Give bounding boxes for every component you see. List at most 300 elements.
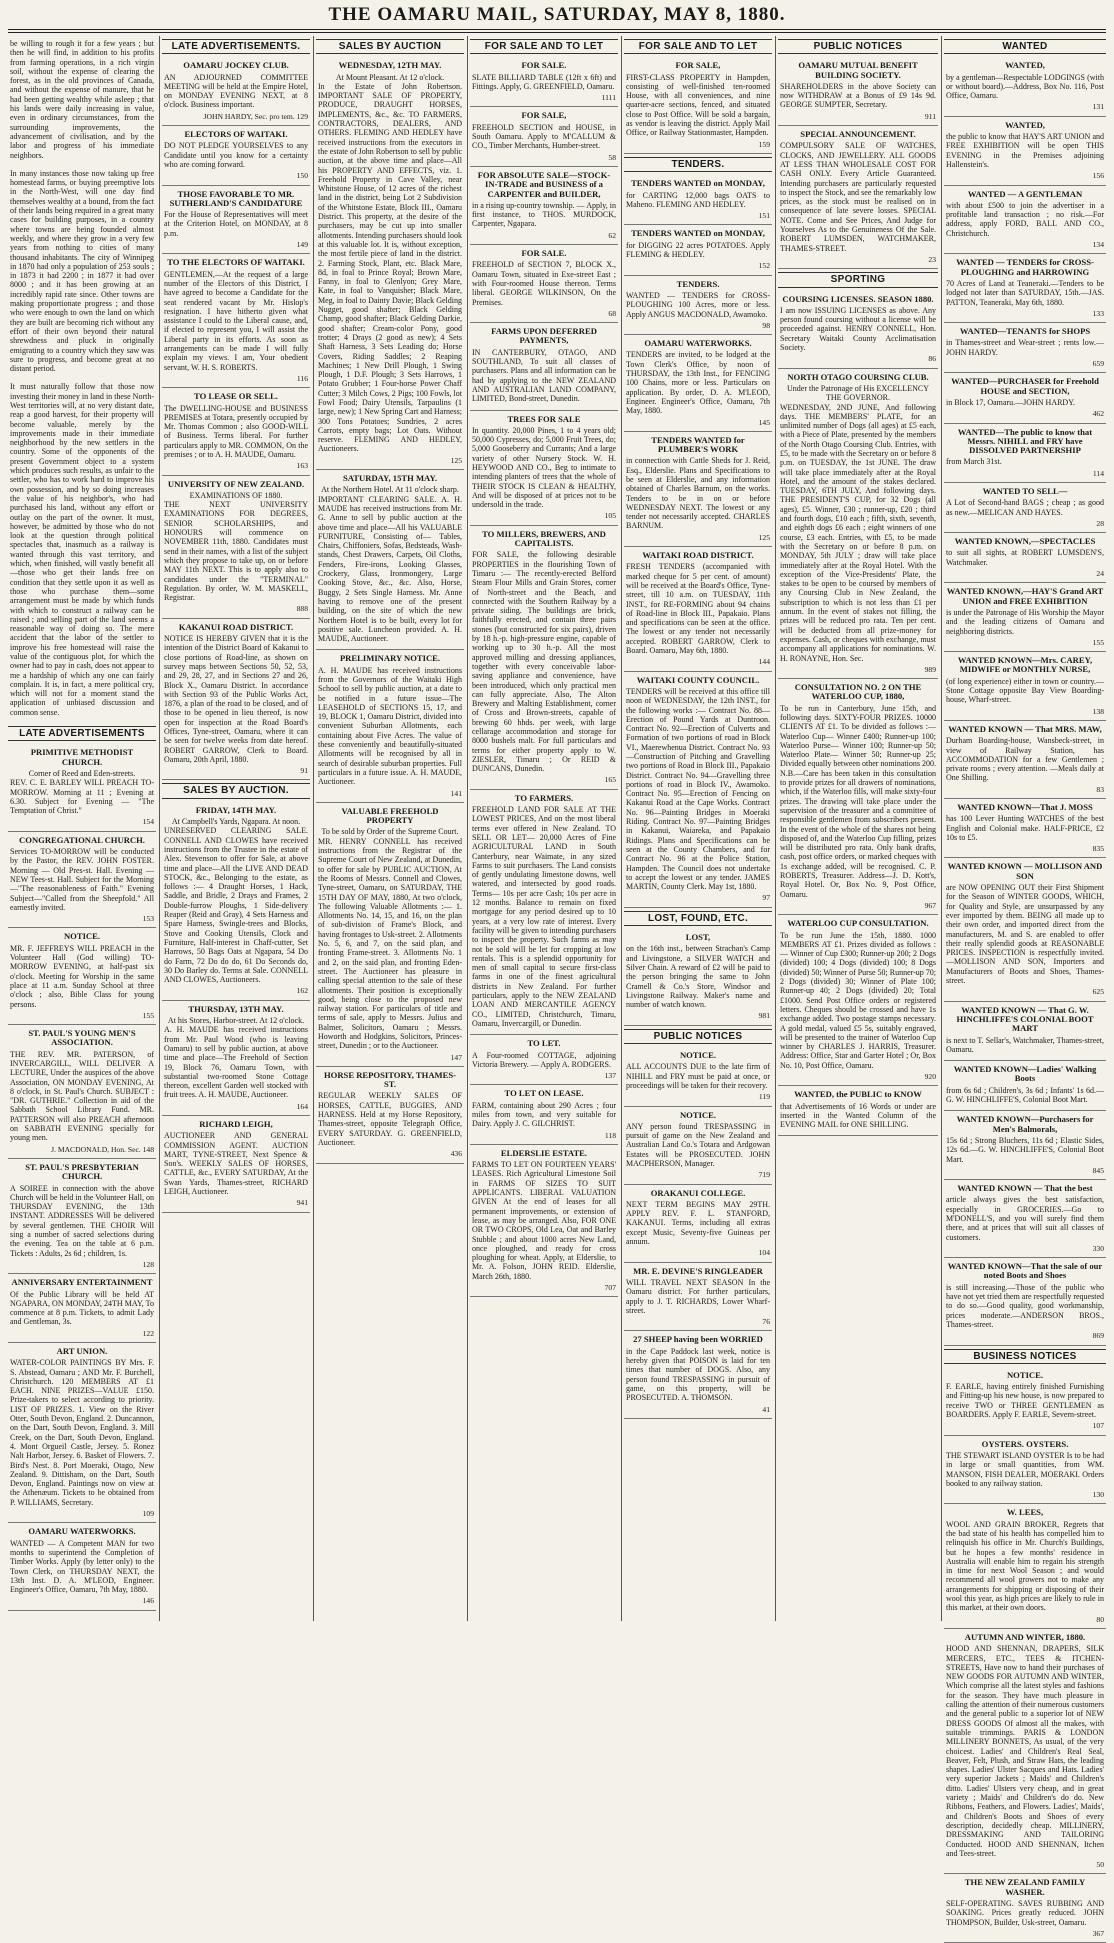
- section-heading: LATE ADVERTISEMENTS.: [162, 39, 310, 54]
- advertisement: [8, 744, 156, 831]
- ad-body: WILL TRAVEL NEXT SEASON In the Oamaru district. For further particulars, apply to J. T. RICHARDS, Lower Wharf-street.: [626, 1277, 770, 1315]
- ad-subheading: At Mount Pleasant. At 12 o'clock.: [335, 72, 445, 82]
- ad-body: FREEHOLD SECTION and HOUSE, in South Oamaru. Apply to M'CALLUM & CO., Timber Merchants, Humber-street.: [472, 122, 616, 151]
- ad-reference-number: 152: [758, 261, 770, 271]
- ad-reference-number: 888: [296, 604, 308, 614]
- ad-body: that Advertisements of 16 Words or under are inserted in the Wanted Column of the EVENING MAIL for ONE SHILLING.: [780, 1101, 936, 1130]
- column-separator: [313, 36, 314, 1621]
- advertisement: [944, 483, 1106, 533]
- advertisement: [944, 1061, 1106, 1111]
- ad-heading: PRELIMINARY NOTICE.: [339, 653, 441, 664]
- ad-reference-number: 330: [1092, 1243, 1104, 1253]
- ad-body: GENTLEMEN,—At the request of a large number of the Electors of this District, I have agreed to become a Candidate for the seat rendered vacant by Mr. Hislop's resignation. I have hitherto given what assistance I could to the Liberal cause, and, if elected to represent you, I will assist the Liberal party in its efforts. As soon as arrangements can be made I will fully explain my views. I am, Your obedient servant, W. H. S. ROBERTS.: [164, 269, 308, 372]
- ad-heading: SPECIAL ANNOUNCEMENT.: [800, 129, 916, 140]
- advertisement: [944, 1111, 1106, 1180]
- ad-reference-number: 118: [604, 1130, 616, 1140]
- advertisement: [944, 1436, 1106, 1505]
- advertisement: [316, 470, 464, 650]
- ad-heading: WANTED KNOWN—That J. MOSS: [957, 802, 1093, 812]
- ad-reference-number: 159: [758, 139, 770, 149]
- ad-heading: KAKANUI ROAD DISTRICT.: [178, 621, 294, 632]
- ad-reference-number: 97: [762, 893, 770, 903]
- ad-body: SHAREHOLDERS in the above Society can now WITHDRAW at a Bonus of £9 14s 9d. GEORGE SUMPTER, Secretary.: [780, 81, 936, 110]
- ad-body: UNRESERVED CLEARING SALE. CONNELL AND CLOWES have received instructions from the Trustee in the estate of Alex. Stevenson to offer for Sale, at above time and place—All the LIVE AND DEAD STOCK, &c., Belonging to the estate, as follows :— 4 Draught Horses, 1 Hack, Saddle, and Bridle, 2 Drays and Frames, 2 Double-furrow Ploughs, 1 Side-delivery Reaper (Reid and Gray), 4 Sets Harness and Spare Harness, Swingle-trees and Blocks, Stove and Cooking Utensils, Clock and Furniture, Half-interest in Chaff-cutter, Set Harrows, 50 Bags Oats at Ngapara, 54 Do do Farm, 72 Do do do, 61 Do Seconds do, 30 Do Barley do. Terms at Sale. CONNELL AND CLOWES, Auctioneers.: [164, 826, 308, 985]
- ad-heading: PRIMITIVE METHODIST CHURCH.: [30, 747, 134, 767]
- column-7: [944, 36, 1106, 1938]
- ad-heading: WANTED,: [1005, 60, 1045, 71]
- section-heading: TENDERS.: [624, 157, 772, 172]
- ad-heading: LOST,: [685, 932, 711, 943]
- ad-body: A Lot of Second-hand BAGS ; cheap ; as good as new.—MELICAN AND HAYES.: [946, 498, 1104, 517]
- ad-body: REV. C. E. BARLEY WILL PREACH TO-MORROW. Morning at 11 ; Evening at 6.30. Subject for Evening — "The Temptation of Christ.": [10, 778, 154, 816]
- ad-reference-number: J. MACDONALD, Hon. Sec. 148: [51, 1144, 154, 1154]
- ad-body: 70 Acres of Land at Teaneraki.—Tenders to be lodged not later than SATURDAY, 15th.—JAS. PATTON, Teaneraki, May 6th, 1880.: [946, 278, 1104, 307]
- ad-heading: OYSTERS. OYSTERS.: [981, 1438, 1069, 1449]
- ad-body: ALL ACCOUNTS DUE to the late firm of NIHILL and FRY must be paid at once, or proceedings will be taken for their recovery.: [626, 1062, 770, 1090]
- ad-reference-number: 156: [1092, 171, 1104, 181]
- ad-heading: WANTED KNOWN — That the best: [957, 1183, 1093, 1194]
- ad-reference-number: 138: [1092, 706, 1104, 716]
- advertisement: [316, 803, 464, 1067]
- advertisement: [944, 1180, 1106, 1258]
- section-heading: FOR SALE AND TO LET: [470, 39, 618, 54]
- advertisement: [944, 533, 1106, 583]
- ad-heading: OAMARU JOCKEY CLUB.: [183, 60, 289, 71]
- ad-reference-number: 911: [924, 111, 936, 121]
- ad-reference-number: 114: [1092, 468, 1104, 478]
- ad-heading: FOR SALE.: [521, 248, 567, 259]
- ad-reference-number: 835: [1092, 844, 1104, 854]
- ad-body: FRESH TENDERS (accompanied with marked cheque for 5 per cent. of amount) will be received at the Board's Office, Tyne-street, till 10 a.m. on TUESDAY, 11th INST., for RE-FORMING about 94 chains of Road-line in Block III., Papakaio. Plans and specifications can be seen at the office. The lowest or any tender not necessarily accepted. ROBERT GARROW, Clerk to Board. Oamaru, May 6th, 1880.: [626, 562, 770, 656]
- advertisement: [778, 369, 938, 680]
- ad-body: AN ADJOURNED COMMITTEE MEETING will be held at the Empire Hotel, on MONDAY EVENING NEXT, at 8 o'clock. Business important.: [164, 72, 308, 110]
- ad-body: COMPULSORY SALE OF WATCHES, CLOCKS, AND JEWELLERY. ALL GOODS AT LESS THAN WHOLESALE COST FOR CASH ONLY. Every Article Guaranteed. Intending purchasers are particularly requested to inspect the Stock, and see the remarkably low prices, as the stock must be realised on in consequence of late severe losses. SPECIAL NOTE. Come and See Prices, And Judge for Yourselves As to the Genuineness Of the Sale. ROBERT LUMSDEN, WATCHMAKER, THAMES-STREET.: [780, 141, 936, 253]
- ad-body: for DIGGING 22 acres POTATOES. Apply FLEMING & HEDLEY.: [626, 240, 770, 260]
- column-separator: [941, 36, 942, 1621]
- ad-body: HOOD AND SHENNAN, DRAPERS, SILK MERCERS, ETC., TEES & ITCHEN-STREETS, Have now to hand their purchases of NEW GOODS FOR AUTUMN AND WINTER, Which comprise all the latest styles and fashions for the season. They have much pleasure in calling the attention of their numerous customers and the general public to a superior lot of NEW DRESS GOODS Of almost all the makes, with suitable trimmings. PARIS & LONDON MILLINERY BONNETS, As usual, of the very choicest. Ladies' and Children's Real Seal, Beaver, Felt, Plush, and Straw Hats, the leading shapes. Ladies' Ulster Sacques and Hats. Ladies' very superior Jackets ; Maids' and Children's ditto. Ladies' Ulsters very cheap, and in great variety ; Maids' and Children's do do. New Ribbons, Feathers, and Flowers. Ladies', Maids', and Children's Boots and Shoes of every description, decidedly cheap. MILLINERY, DRESSMAKING AND TAILORING Conducted. HOOD AND SHENNAN, Itchen and Tees-street.: [946, 1644, 1104, 1858]
- advertisement: [8, 1274, 156, 1343]
- ad-reference-number: 125: [450, 455, 462, 465]
- ad-reference-number: 131: [1092, 102, 1104, 112]
- article-paragraph: [8, 166, 156, 380]
- ad-body: FOR SALE, the following desirable PROPERTIES in the flourishing Town of Timaru :— The recently-erected Belford Steam Flour Mills and Grain Stores, corner of North-street and the Beach, and connected with the Southern Railway by a private siding. The buildings are brick, faithfully erected, and contain three pairs stones (but constructed for six pairs), driven by 18 h.-p. high-pressure engine, capable of working up to 30 h.-p. All the most approved milling and dressing appliances, together with every conceivable labor-saving appliance and convenience, have been introduced, which only practical men can fully appreciate. Also, The Alton Brewery and Malting Establishment, corner of Cross and Brown-streets, capable of brewing 60 hhds. per week, with large cellarage accommodation and storage for 8000 bushels malt. For full particulars and terms for either property apply to W. ZIESLER, Timaru ; Or REID & DUNCANS, Dunedin.: [472, 550, 616, 774]
- ad-heading: WANTED KNOWN — That MRS. MAW,: [948, 723, 1102, 734]
- advertisement: [316, 1067, 464, 1164]
- ad-heading: SATURDAY, 15TH MAY.: [342, 473, 438, 484]
- advertisement: [778, 1086, 938, 1136]
- advertisement: [944, 1002, 1106, 1061]
- advertisement: [316, 57, 464, 470]
- ad-body: to suit all sights, at ROBERT LUMSDEN'S, Watchmaker.: [946, 548, 1104, 567]
- ad-heading: UNIVERSITY OF NEW ZEALAND.: [167, 478, 305, 489]
- ad-heading: WANTED KNOWN,—SPECTACLES: [954, 536, 1096, 547]
- advertisement: [162, 126, 310, 185]
- ad-reference-number: 920: [924, 1071, 936, 1081]
- ad-reference-number: 869: [1092, 1331, 1104, 1341]
- advertisement: [470, 1145, 618, 1297]
- ad-reference-number: 125: [758, 532, 770, 542]
- ad-heading: OAMARU MUTUAL BENEFIT BUILDING SOCIETY.: [798, 60, 918, 80]
- ad-body: THE REV. MR. PATERSON, of INVERCARGILL, WILL DELIVER A LECTURE, Under the auspices of the above Association, ON MONDAY EVENING, At 8 o'clock, in St. Paul's Church. SUBJECT : "DR. GUTHRIE." Collection in aid of the Sabbath School Library Fund. MR. PATTERSON will also PREACH afternoon on SABBATH EVENING specially for young men.: [10, 1049, 154, 1143]
- section-heading: SPORTING: [778, 272, 938, 287]
- ad-heading: WANTED KNOWN,—HAY'S Grand ART UNION and FREE EXHIBITION: [946, 586, 1104, 606]
- ad-body: in connection with Cattle Sheds for J. Reid, Esq., Elderslie. Plans and Specifications to be seen at Elderslie, and any information obtained of Charles Barnum, on the works. Tenders to be in on or before WEDNESDAY NEXT. The lowest or any tender not necessarily accepted. CHARLES BARNUM.: [626, 456, 770, 531]
- ad-body: Of the Public Library will be held AT NGAPARA, ON MONDAY, 24TH MAY, To commence at 8 p.m. Tickets, to admit Lady and Gentleman, 3s.: [10, 1289, 154, 1327]
- ad-heading: CONSULTATION NO. 2 ON THE WATERLOO CUP, 1880,: [794, 682, 922, 702]
- ad-heading: WANTED—The public to know that Messrs. NIHILL and FRY have DISSOLVED PARTNERSHIP: [957, 426, 1093, 456]
- ad-body: FIRST-CLASS PROPERTY in Hampden, consisting of well-finished ten-roomed House, with all conveniences, and nine quarter-acre sections, fenced, and situated close to Post Office. Will be sold a bargain, as vendor is leaving the district. Apply Mail Office, or Railway Stationmaster, Hampden.: [626, 72, 770, 138]
- section-heading: LATE ADVERTISEMENTS: [8, 726, 156, 741]
- ad-body: THE STEWART ISLAND OYSTER Is to be had in large or small quantities, from WM. MANSON, FISH DEALER, MOERAKI. Orders booked to any railway station.: [946, 1450, 1104, 1488]
- ad-heading: WAITAKI COUNTY COUNCIL.: [636, 674, 760, 685]
- column-4: [470, 36, 618, 1621]
- ad-body: by a gentleman—Respectable LODGINGS (with or without board).—Address, Box No. 116, Post Office, Oamaru.: [946, 72, 1104, 101]
- advertisement: [624, 672, 772, 908]
- ad-heading: FRIDAY, 14TH MAY.: [195, 804, 277, 815]
- advertisement: [470, 526, 618, 790]
- ad-reference-number: 86: [928, 354, 936, 364]
- advertisement: [624, 1185, 772, 1263]
- advertisement: [624, 1107, 772, 1185]
- ad-reference-number: 981: [758, 1011, 770, 1021]
- ad-body: WOOL AND GRAIN BROKER, Regrets that the bad state of his health has compelled him to relinquish his office in Mr. Church's Buildings, but he hopes a few months' residence in Australia will enable him to regain his strength in time for next Wool Season ; and would recommend all wool growers not to make any arrangements for shipping or disposing of their wool this year, as high prices are likely to rule in this market, at their own doors.: [946, 1519, 1104, 1613]
- ad-heading: WANTED TO SELL—: [982, 485, 1068, 496]
- ad-heading: WANTED — A GENTLEMAN: [967, 188, 1083, 199]
- ad-heading: WANTED, the PUBLIC to KNOW: [794, 1089, 922, 1100]
- ad-body: MR. F. JEFFREYS WILL PREACH in the Volunteer Hall (God willing) TO-MORROW EVENING, at half-past six o'clock. Meeting for Worship in the same place at 11 a.m. Sunday School at three o'clock ; also, Bible Class for young persons.: [10, 943, 154, 1009]
- masthead-title: THE OAMARU MAIL, SATURDAY, MAY 8, 1880.: [328, 4, 786, 25]
- ad-body: To be run June the 15th, 1880. 1000 MEMBERS AT £1. Prizes divided as follows :— Winner of Cup £300; Runner-up 200; 2 Dogs (divided) 100; 4 Dogs (divided) 100; 8 Dogs (divided) 50; Winner of Purse 50; Runner-up 70; 2 Dogs (divided) 30; Winner of Plate 100; Runner-up 40; 2 Dogs (divided) 20; Total £1000. Send Post Office orders or registered letters. Cheques should be crossed and have 1s exchange added. Two postage stamps necessary. A gold medal, valued £5 5s, suitably engraved, will be presented to the trainer of Waterloo Cup winner by CHARLES J. HARRIS, Treasurer. Address: Office, Star and Garter Hotel ; Or, Box No. 10, Post Office, Oamaru.: [780, 930, 937, 1070]
- advertisement: [162, 802, 310, 1001]
- ad-body: the public to know that HAY'S ART UNION and FREE EXHIBITION will be open THIS EVENING in the Premises adjoining Hallenstein's.: [946, 132, 1104, 169]
- advertisement: [944, 721, 1106, 799]
- ad-reference-number: 122: [142, 1328, 154, 1338]
- ad-body: on the 16th inst., between Strachan's Camp and Livingstone, a SILVER WATCH and Silver Chain. A reward of £2 will be paid to the person bringing the same to John Cramell & Co.'s Store, Windsor and Livingstone Railway. Maker's name and number of watch known.: [626, 944, 770, 1010]
- ad-reference-number: 625: [1092, 987, 1104, 997]
- ad-body: Durham Boarding-house, Wansbeck-street, in view of Railway Station, has ACCOMMODATION for a few Gentlemen ; private rooms ; every attention. —Meals daily at One Shilling.: [946, 736, 1104, 783]
- ad-heading: AUTUMN AND WINTER, 1880.: [964, 1631, 1086, 1642]
- advertisement: [624, 175, 772, 225]
- ad-heading: NOTICE.: [679, 1109, 717, 1120]
- advertisement: [470, 167, 618, 245]
- ad-reference-number: 107: [1092, 1421, 1104, 1431]
- ad-reference-number: 133: [1092, 308, 1104, 318]
- ad-heading: MR. E. DEVINE'S RINGLEADER: [633, 1265, 763, 1276]
- ad-heading: FOR SALE,: [675, 60, 721, 71]
- ad-heading: WANTED KNOWN — That G. W. HINCHLIFFE'S COLONIAL BOOT MART: [956, 1004, 1094, 1034]
- ad-body: (of long experience) either in town or country.—Stone Cottage opposite Bay View Boarding-house, Wharf-street.: [946, 676, 1104, 705]
- ad-reference-number: 989: [924, 664, 936, 674]
- ad-reference-number: 128: [142, 1259, 154, 1269]
- ad-body: REGULAR WEEKLY SALES OF HORSES, CATTLE, BUGGIES, AND HARNESS. Held at my Horse Repository, Thames-street, opposite Telegraph Office, EVERY SATURDAY. G. GREENFIELD, Auctioneer.: [318, 1091, 462, 1147]
- ad-heading: FARMS UPON DEFERRED PAYMENTS,: [491, 326, 597, 346]
- article-paragraph: [8, 36, 156, 166]
- column-separator: [621, 36, 622, 1621]
- advertisement: [162, 476, 310, 619]
- advertisement: [8, 928, 156, 1025]
- ad-body: A SOIREE in connection with the above Church will be held in the Volunteer Hall, on THURSDAY EVENING, the 13th INSTANT. ADDRESSES Will be delivered by several gentlemen. THE CHOIR Will sing a number of sacred selections during the evening. Tea on the table at 6 p.m. Tickets : Adults, 2s 6d ; children, 1s.: [10, 1183, 154, 1258]
- column-5: [624, 36, 772, 1621]
- ad-body: MR. HENRY CONNELL has received instructions from the Registrar of the Supreme Court of New Zealand, at Dunedin, to offer for sale by PUBLIC AUCTION, At the Rooms of Messrs. Connell and Clowes, Tyne-street, Oamaru, on SATURDAY, THE 15TH DAY OF MAY, 1880, At two o'clock, The following Valuable Allotments :— 1. Allotments No. 14, 15, and 16, on the plan of sub-division of Frame's Block, and having frontages to Usk-street. 2. Allotments No. 5, 6, and 7, on the said plan, and fronting Frame-street. 3. Allotments No. 1 and 2, on the said plan, and fronting Eden-street. The Auctioneer has pleasure in calling special attention to the sale of these allotments. Their position is exceptionally good, being close to the proposed new railway station. For particulars of title and terms of sale, apply to Messrs. Julius and Balmer, Solicitors, Oamaru ; Messrs. Howorth and Hodgkins, Solicitors, Princes-street, Dunedin ; or to the Auctioneer.: [318, 836, 462, 1051]
- ad-reference-number: 116: [296, 373, 308, 383]
- ad-body: FARMS TO LET ON FOURTEEN YEARS' LEASES. Rich Agricultural Limestone Soil in FARMS OF SIZES TO SUIT APPLICANTS. LIBERAL VALUATION GIVEN At the end of leases for all permanent improvements, or extension of lease, as may be arranged. Also, FOR ONE OR TWO CROPS, Old Lea, Oat and Barley Stubble ; and about 1000 acres New Land, once ploughed, and ready for cross ploughing for wheat. Apply, at Elderslie, to Mr. A. Folson, JOHN REID. Elderslie, March 26th, 1880.: [472, 1160, 616, 1281]
- ad-reference-number: 137: [604, 1071, 616, 1081]
- advertisement: [8, 1523, 156, 1610]
- advertisement: [624, 276, 772, 335]
- ad-body: in Thames-street and Wear-street ; rents low.—JOHN HARDY.: [946, 338, 1104, 357]
- ad-body: A. H. MAUDE has received instructions from the Governors of the Waitaki High School to sell by public auction, at a date to be notified in a future issue—The LEASEHOLD of SECTIONS 15, 17, and 19, BLOCK 1, Oamaru District, divided into convenient Suburban Allotments, each containing about Five Acres. The value of these conveniently and beautifully-situated Allotments will be recognised by all in search of desirable suburban properties. Full particulars in a future issue. A. H. MAUDE, Auctioneer.: [318, 665, 462, 787]
- ad-heading: NOTICE.: [679, 1050, 717, 1061]
- ad-body: FARM, containing about 290 Acres ; four miles from town, and very suitable for Dairy. Apply J. C. GILCHRIST.: [472, 1100, 616, 1129]
- ad-reference-number: 50: [1096, 1860, 1104, 1870]
- ad-heading: ART UNION.: [56, 1346, 108, 1356]
- ad-body: WANTED — TENDERS for CROSS-PLOUGHING 100 Acres, more or less. Apply ANGUS MACDONALD, Awamoko.: [626, 290, 770, 319]
- advertisement: [162, 619, 310, 781]
- advertisement: [162, 254, 310, 388]
- ad-heading: ST. PAUL'S YOUNG MEN'S ASSOCIATION.: [28, 1028, 136, 1048]
- ad-heading: 27 SHEEP having been WORRIED: [633, 1334, 763, 1345]
- ad-reference-number: 147: [450, 1052, 462, 1062]
- ad-body: NEXT TERM BEGINS MAY 29TH. APPLY REV. F. L. STANFORD, KAKANUI. Terms, including all extras except Music, Seventy-five Guineas per annum.: [626, 1199, 770, 1247]
- advertisement: [624, 547, 772, 672]
- advertisement: [624, 1263, 772, 1332]
- section-heading: BUSINESS NOTICES: [944, 1349, 1106, 1364]
- ad-body: WANTED — A Competent MAN for two months to superintend the Completion of Timber Works. Apply (by letter only) to the Town Clerk, on THURSDAY NEXT, the 13th Inst. D. A. M'LEOD, Engineer. Engineer's Office, Oamaru, 7th May, 1880.: [10, 1538, 154, 1595]
- ad-body: are NOW OPENING OUT their First Shipment for the Season of WINTER GOODS, WHICH, for Quality and Style, are unsurpassed by any ever imported by them. BEING all made up to their own order, and imported direct from the manufacturers, M. and S. are enabled to offer their really splendid goods at REASONABLE PRICES. INSPECTION is respectfully invited.—MOLLISON AND SON, Importers and Manufacturers of Boots and Shoes, Thames-street.: [946, 883, 1104, 986]
- advertisement: [470, 323, 618, 410]
- ad-reference-number: 719: [758, 1170, 770, 1180]
- ad-reference-number: 28: [1096, 518, 1104, 528]
- ad-reference-number: 1111: [601, 93, 616, 103]
- section-heading: SALES BY AUCTION: [316, 39, 464, 54]
- ad-heading: WANTED KNOWN—Ladies' Walking Boots: [953, 1064, 1097, 1084]
- ad-reference-number: 41: [762, 1404, 770, 1414]
- ad-reference-number: 23: [928, 254, 936, 264]
- ad-reference-number: 144: [758, 657, 770, 667]
- ad-body: article always gives the best satisfaction, especially in GROCERIES.—Go to M'DONELL'S, and you will surely find them there, and at prices that will suit all classes of customers.: [946, 1195, 1104, 1242]
- advertisement: [944, 1504, 1106, 1629]
- ad-heading: FOR SALE,: [521, 110, 567, 121]
- advertisement: [944, 186, 1106, 255]
- ad-heading: ORAKANUI COLLEGE.: [650, 1187, 746, 1198]
- advertisement: [470, 245, 618, 323]
- ad-heading: NORTH OTAGO COURSING CLUB.: [787, 371, 929, 382]
- advertisement: [944, 1367, 1106, 1436]
- section-heading: FOR SALE AND TO LET: [624, 39, 772, 54]
- ad-reference-number: 845: [1092, 1165, 1104, 1175]
- ad-body: in a rising up-country township. — Apply, in first instance, to THOS. MURDOCK, Carpenter, Ngapara.: [472, 200, 616, 229]
- ad-heading: WEDNESDAY, 12TH MAY.: [338, 60, 442, 71]
- ad-reference-number: 154: [142, 817, 154, 827]
- ad-body: ANY person found TRESPASSING in pursuit of game on the New Zealand and Australian Land Co.'s Totara and Ardgowan Estates will be PROSECUTED. JOHN MACPHERSON, Manager.: [626, 1121, 770, 1168]
- advertisement: [162, 186, 310, 255]
- advertisement: [778, 915, 938, 1086]
- advertisement: [944, 652, 1106, 721]
- ad-reference-number: 130: [1092, 1490, 1104, 1500]
- ad-body: F. EARLE, having entirely finished Furnishing and Fitting-up his new house, is now prepared to receive TWO or THREE GENTLEMEN as BOARDERS. Apply F. EARLE, Severn-street.: [946, 1382, 1104, 1420]
- advertisement: [778, 57, 938, 126]
- ad-heading: WANTED KNOWN—Purchasers for Men's Balmorals,: [956, 1114, 1094, 1134]
- ad-subheading: Under the Patronage of His EXCELLENCY THE GOVERNOR.: [787, 383, 929, 403]
- ad-body: In quantity. 20,000 Pines, 1 to 4 years old; 50,000 Cypresses, do; 5,000 Fruit Trees, do; 5,000 Gooseberry and Currants; And a large variety of other Nursery Stock. W. H. HEYWOOD AND CO., Beg to intimate to intending planters of trees that the whole of THEIR STOCK IS CLEAN & HEALTHY, And will be disposed of at prices not to be undersold in the trade.: [472, 425, 616, 510]
- advertisement: [778, 679, 938, 915]
- ad-reference-number: 151: [758, 211, 770, 221]
- section-heading: SALES BY AUCTION.: [162, 783, 310, 798]
- ad-body: is still increasing.—Those of the public who have not yet tried them are respectfully requested to do so.—Good quality, good workmanship, prices moderate.—ANDERSON BROS., Thames-street.: [946, 1282, 1104, 1329]
- ad-reference-number: 163: [296, 461, 308, 471]
- ad-heading: TREES FOR SALE: [507, 413, 581, 424]
- ad-reference-number: 105: [604, 511, 616, 521]
- ad-reference-number: 145: [758, 417, 770, 427]
- advertisement: [944, 424, 1106, 483]
- advertisement: [624, 225, 772, 275]
- ad-reference-number: 149: [296, 240, 308, 250]
- section-heading: PUBLIC NOTICES: [778, 39, 938, 54]
- advertisement: [162, 57, 310, 126]
- column-3: [316, 36, 464, 1621]
- ad-heading: WANTED KNOWN—Mrs. CAREY, MIDWIFE or MONTHLY NURSE,: [957, 655, 1093, 675]
- ad-body: WATER-COLOR PAINTINGS BY Mrs. F. S. Abstead, Oamaru ; AND Mr. F. Burchell, Christchurch. 120 MEMBERS AT £1 EACH. NINE PRIZES—VALUE £150. Prize-takers to select according to priority. LIST OF PRIZES. 1. View on the River Otter, South Devon, England. 2. Duncannon, on the Dart, South Devon, England. 3. Mill Creek, on the Dart, South Devon, England. 4. Mont Orgueil Castle, Jersey. 5. Ronez Nalt Harbor, Jersey. 6. Basket of Flowers. 7. Bird's Nest. 8. Port Moeraki, Otago, New Zealand. 9. Dittisham, on the Dart, South Devon, England. Paintings now on view at the Athenæum. Tickets to be obtained from P. WILLIAMS, Secretary.: [10, 1358, 154, 1507]
- section-heading: LOST, FOUND, ETC.: [624, 911, 772, 926]
- article-paragraph: [8, 379, 156, 723]
- ad-heading: WAITAKI ROAD DISTRICT.: [642, 550, 754, 561]
- ad-heading: TO LEASE OR SELL.: [194, 391, 278, 402]
- ad-heading: FOR ABSOLUTE SALE—STOCK-IN-TRADE and BUSINESS of a CARPENTER and BUILDER,: [477, 169, 611, 199]
- ad-heading: WANTED KNOWN—That the sale of our noted Boots and Shoes: [947, 1261, 1103, 1281]
- ad-body: IMPORTANT CLEARING SALE. A. H. MAUDE has received instructions from Mr. G. Anne to sell by public auction at the above time and place—All his VALUABLE FURNITURE, Consisting of— Tables, Chairs, Chiffoniers, Sofas, Bedsteads, Wash-stands, Chest Drawers, Carpets, Oil Cloths, Fenders, Fire-irons, Looking Glasses, Crockery, Glass, Ironmongery, Large Cooking Stove, &c., &c. Also, Horse, Buggy, 2 Sets Single Harness. Mr. Anne having to remove one of the present building, on the site of which the new Northern Hotel is to be built, every lot for positive sale. Luncheon provided. A. H. MAUDE, Auctioneer.: [318, 494, 462, 644]
- advertisement: [316, 650, 464, 802]
- ad-reference-number: 367: [1092, 1928, 1104, 1938]
- ad-reference-number: 146: [142, 1596, 154, 1606]
- ad-heading: TO MILLERS, BREWERS, AND CAPITALISTS.: [482, 528, 606, 549]
- advertisement: [470, 107, 618, 166]
- ad-reference-number: 76: [762, 1317, 770, 1327]
- article-text: It must naturally follow that those now investing their money in land in these North-West territories will, at no very distant date, reap a good harvest, for their property will become valuable, merely by the improvements made in their immediate neighborhood by the new settlers in the country. Some of the opponents of the present Government object to a system which produces such results, as unfair to the settler, who has to work hard to improve his own possession, and by so doing increases the value of his neighbor's, who had purchased his land, without any effort or outlay on the part of the owner. It must, however, be admitted by those who do not look at the question through political spectacles that, inasmuch as a railway is wanted through this vast territory, and which, when finished, will vastly benefit all—those who get their lands free on condition that they settle upon it as well as those who purchase them—some arrangement must be made by which funds with which to construct a railway can be raised ; and selling part of the land seems a reasonable way of doing so. The mere accident that the labor of the settler to improve his free homestead will raise the value of the contiguous plot, for which the owner had to pay in cash, does not appear to me a hardship of which any one can fairly complain. It is, in fact, a mere political cry, which will not for a moment stand the application of unbiased discussion and common sense.: [10, 382, 154, 717]
- ad-body: from 6s 6d ; Children's, 3s 6d ; Infants' 1s 6d.—G. W. HINCHLIFFE'S, Colonial Boot Mart.: [946, 1085, 1104, 1105]
- ad-subheading: At his Stores, Harbor-street. At 12 o'clock.: [167, 1016, 305, 1026]
- ad-reference-number: 80: [1096, 1614, 1104, 1624]
- ad-body: NOTICE IS HEREBY GIVEN that it is the intention of the District Board of Kakanui to close portions of Road-line, as shown on survey maps between Sections 50, 52, 53, and 29, 28, 27, and in Sections 27 and 26, Block X., Oamaru District. In accordance with Section 93 of the Public Works Act, 1876, a plan of the road to be closed, and of those to be opened in lieu thereof, is now open for inspection at the Road Board's Offices, Tyne-street, Oamaru, where it can be seen for twelve weeks from date hereof. ROBERT GARROW, Clerk to Board. Oamaru, 20th April, 1880.: [164, 634, 308, 764]
- ad-body: In the Estate of John Robertson. IMPORTANT SALE OF PROPERTY, PRODUCE, DRAUGHT HORSES, IMPLEMENTS, &c., &c. TO FARMERS, CONTRACTORS, DEALERS, AND OTHERS. FLEMING AND HEDLEY have received instructions from the executors in the estate of John Robertson to sell by public auction, at the above time and place—All his PROPERTY AND EFFECTS, viz. 1. Freehold Property in Cave Valley, near Whitstone House, of 12 acres of the richest land in the district, being Lot 2 Subdivision of the Whitstone Estate, Block III., Oamaru District. This property, at the desire of the purchasers, may be cut up into smaller allotments. Intending purchasers should look at this valuable lot. It is, without exception, the most fertile piece of land in the district. 2. Farming Stock, Plant, etc. Black Mare, 8d, in foal to Prince Royal; Brown Mare, Fanny, in foal to Glenlyon; Grey Mare, Kate, in foal to Vanquisher; Black Mare, Meg, in foal to Dainty Davie; Black Gelding Nugget, good shafter; Black Gelding Champ, good shafter; Black Gelding Darkie, good shafter; Cream-color Pony, good trotter; 4 Drays (2 good as new); 4 Sets Shaft Harness, 3 Sets Leading do; Horse Covers, Riding Saddles; 2 Reaping Machines; 1 New Drill Plough, 1 Swing Plough, 1 D.F. Plough; 3 Sets Harrows, 1 Potato Grubber; 1 Four-horse Power Chaff Cutter; 3 Milch Cows, 2 Pigs; 100 Fowls, lot Fowl Food; Dairy Utensils, Tarpaulins (1 large, new); 1 New Spring Cart and Harness; 300 Tons Potatoes; Sundries, 2 acres Carrots, empty bags; Lot Oats. Without reserve. FLEMING AND HEDLEY, Auctioneers.: [318, 81, 462, 454]
- article-text: In many instances those now taking up free homestead farms, or buying preemptive lots in the North-West, will one day find themselves wealthy at a bound, from the fact of their lands being required in a great many cases for building purposes, in a country where towns are being founded almost weekly, and where they grow in a very few years from nothing to cities of many thousand inhabitants. The city of Winnipeg in 1870 had only a population of 253 souls ; in 1873 it had 2200 ; in 1877 it had over 8000 ; and it has been growing at an incredibly rapid rate since. Other towns are making proportionate progress ; and those who were enough to own the land on which they are built are becoming rich without any effort of their own beyond their natural shrewdness and pluck in originally emigrating to a country which they saw was sure to progress, and become great at no distant period.: [10, 168, 154, 374]
- advertisement: [470, 1085, 618, 1144]
- ad-heading: RICHARD LEIGH,: [199, 1118, 273, 1129]
- advertisement: [624, 335, 772, 432]
- ad-body: FREEHOLD LAND FOR SALE AT THE LOWEST PRICES, And on the most liberal terms ever offered in New Zealand. TO SELL OR LET— 20,000 Acres of Fine AGRICULTURAL LAND in South Canterbury, near Waimate, in any sized Farms to suit purchasers. The Land consists of gently undulating limestone downs, well watered, and intersected by good roads. Terms— 10s per acre Cash; 10s per acre in 12 months. Balance to remain on fixed mortgage for any period desired up to 10 years, at a very low rate of interest. Every facility will be given to intending purchasers to inspect the property. Such farms as may not be sold will be let for cropping at low rentals. This is a splendid opportunity for men of small capital to secure first-class farms in one of the finest agricultural districts in New Zealand. For further particulars, apply to the NEW ZEALAND LOAN AND MERCANTILE AGENCY CO., LIMITED, Christchurch, Timaru, Oamaru, Invercargill, or Dunedin.: [472, 805, 616, 1028]
- ad-body: SLATE BILLIARD TABLE (12ft x 6ft) and Fittings. Apply, G. GREENFIELD, Oamaru.: [472, 72, 616, 91]
- ad-reference-number: 109: [142, 1509, 154, 1519]
- ad-heading: FOR SALE.: [521, 60, 567, 71]
- advertisement: [470, 1035, 618, 1085]
- ad-reference-number: 134: [1092, 240, 1104, 250]
- advertisement: [944, 583, 1106, 652]
- ad-body: with about £500 to join the advertiser in a profitable land transaction ; no risk.—For address, apply FORD, BALL AND CO., Christchurch.: [946, 200, 1104, 238]
- section-heading: WANTED: [944, 39, 1106, 54]
- ad-body: from March 31st.: [946, 457, 1002, 467]
- ad-reference-number: 164: [296, 1101, 308, 1111]
- ad-body: in the Cape Paddock last week, notice is hereby given that POISON is laid for ten times that number of DOGS. Also, any person found TRESPASSING in pursuit of game, on this property, will be PROSECUTED. A. THOMSON.: [626, 1346, 770, 1403]
- ad-heading: VALUABLE FREEHOLD PROPERTY: [341, 805, 439, 826]
- advertisement: [944, 1629, 1106, 1874]
- ad-heading: NOTICE.: [63, 931, 101, 942]
- ad-heading: OAMARU WATERWORKS.: [28, 1526, 136, 1537]
- ad-heading: TO LET.: [527, 1038, 561, 1049]
- ad-body: 15s 6d ; Strong Bluchers, 11s 6d ; Elastic Sides, 12s 6d.—G. W. HINCHLIFFE'S, Colonial Boot Mart.: [946, 1135, 1104, 1164]
- ad-body: DO NOT PLEDGE YOURSELVES to any Candidate until you know for a certainty who are coming forward.: [164, 141, 308, 169]
- ad-reference-number: 68: [608, 308, 616, 318]
- ad-reference-number: 436: [450, 1149, 462, 1159]
- ad-reference-number: 165: [604, 775, 616, 785]
- ad-body: is next to T. Sellar's, Watchmaker, Thames-street, Oamaru.: [946, 1035, 1104, 1054]
- ad-heading: ELECTORS OF WAITAKI.: [184, 129, 288, 140]
- ad-reference-number: 91: [300, 766, 308, 776]
- column-separator: [159, 36, 160, 1621]
- advertisement: [624, 432, 772, 547]
- ad-reference-number: 941: [296, 1198, 308, 1208]
- ad-heading: ELDERSLIE ESTATE.: [500, 1147, 588, 1158]
- advertisement: [624, 1047, 772, 1106]
- advertisement: [778, 291, 938, 369]
- ad-heading: W. LEES,: [1006, 1507, 1044, 1518]
- advertisement: [624, 57, 772, 154]
- ad-heading: TENDERS.: [676, 278, 720, 289]
- ad-body: WEDNESDAY, 2ND JUNE, And following days. THE MEMBERS' PLATE, for an unlimited number of Dogs (all ages) at £5 each, with a Piece of Plate, presented by the members of the North Otago Coursing Club. Entries, with £5, to be made with the Secretary on or before 8 p.m. on TUESDAY, the 1st JUNE. The draw will take place immediately after at the Royal Hotel, and the amount of the stakes declared. TUESDAY, 6TH JULY, And following days. THE PRESIDENT'S CUP, for 32 Dogs (all ages), £5. Winner, £30 ; runner-up, £20 ; third and fourth dogs, £10 each ; fifth, sixth, seventh, and eighth dogs £6 each ; eight winners of one course, £3 each. Entries, with £5, to be made with the Secretary on or before 8 p.m. on MONDAY, 5th JULY ; draw will take place immediately after at the Royal Hotel. With the exception of the Vice-Presidents' Plate, the stakes to be open to be coursed by members of any Coursing Club in New Zealand, the subscription to which is not less than £1 per annum. In the event of stakes not filling, the prizes will be reduced pro rata. Ten per cent. will be deducted from all prize-money for expenses. Cash, or cheques with exchange, must accompany all applications for nominations. W. H. RONAYNE, Hon. Sec.: [780, 402, 936, 663]
- advertisement: [944, 373, 1106, 423]
- ad-heading: THOSE FAVORABLE TO MR. SUTHERLAND'S CANDIDATURE: [169, 188, 303, 208]
- ad-body: TENDERS are invited, to be lodged at the Town Clerk's Office, by noon of THURSDAY, the 13th Inst., for FENCING 100 Chains, more or less. Particulars on application. By order, D. A. M'LEOD, Engineer. Engineer's Office, Oamaru, 7th May, 1880.: [626, 350, 770, 416]
- ad-body: TENDERS will be received at this office till noon of WEDNESDAY, the 12th INST., for the following works :— Contract No. 88—Erection of Pound Yards at Duntroon. Contract No. 92—Erection of Culverts and Formation of two portions of road in Block VI., Maerewhenua District. Contract No. 93—Construction of Pitching and Gravelling two portions of Road in Block III., Papakaio District. Contract No. 94—Gravelling three portions of road in Block IV., Awamoko. Contract No. 95—Erection of Fencing on Kakanui Road at the Cape Works. Contract No. 96—Painting Bridges in Moeraki Riding. Contract No. 97—Painting Bridges in Kakanui, Waiareka, and Papakaio Ridings. Plans and Specifications can be seen at the County Chambers, and for Contract No. 96 at the Police Station, Hampden. The Council does not undertake to accept the lowest or any tender. JAMES MARTIN, County Clerk. May 1st, 1880.: [626, 686, 770, 892]
- ad-heading: COURSING LICENSES. SEASON 1880.: [782, 293, 934, 304]
- ad-body: For the House of Representatives will meet at the Criterion Hotel, on MONDAY, at 8 p.m.: [164, 210, 308, 238]
- advertisement: [8, 832, 156, 929]
- ad-heading: ANNIVERSARY ENTERTAINMENT: [11, 1277, 153, 1288]
- ad-body: A Four-roomed COTTAGE, adjoining Victoria Brewery. — Apply A. RODGERS.: [472, 1050, 616, 1069]
- ad-heading: TENDERS WANTED for PLUMBER'S WORK: [651, 434, 745, 455]
- ad-body: I am now ISSUING LICENSES as above. Any person found coursing without a license will be proceeded against. HENRY CONNELL, Hon. Secretary Waitaki County Acclimatisation Society.: [780, 305, 936, 353]
- advertisement: [470, 411, 618, 526]
- ad-heading: TO FARMERS.: [514, 792, 574, 803]
- ad-body: The DWELLING-HOUSE and BUSINESS PREMISES at Totara, presently occupied by Mr. Thomas Common ; also GOOD-WILL of Business. Terms liberal. For further particulars apply to MR. COMMON, On the premises ; or to A. H. MAUDE, Oamaru.: [164, 403, 308, 459]
- advertisement: [8, 1159, 156, 1274]
- advertisement: [624, 929, 772, 1026]
- ad-body: FREEHOLD of SECTION 7, BLOCK X., Oamaru Town, situated in Exe-street East ; with Four-roomed House thereon. Terms liberal. GEORGE WILKINSON, On the Premises.: [472, 260, 616, 307]
- ad-heading: TENDERS WANTED on MONDAY,: [631, 178, 765, 189]
- advertisement: [944, 323, 1106, 373]
- ad-reference-number: 98: [762, 320, 770, 330]
- column-2: [162, 36, 310, 1621]
- ad-body: SELF-OPERATING. SAVES RUBBING AND SOAKING. Prices greatly reduced. JOHN THOMPSON, Builder, Usk-street, Oamaru.: [946, 1898, 1104, 1927]
- ad-heading: HORSE REPOSITORY, THAMES-ST.: [323, 1069, 457, 1090]
- ad-reference-number: 707: [604, 1283, 616, 1293]
- ad-heading: WANTED — TENDERS for CROSS-PLOUGHING and HARROWING: [956, 257, 1094, 277]
- advertisement: [944, 117, 1106, 186]
- ad-body: AUCTIONEER AND GENERAL COMMISSION AGENT. AUCTION MART, TYNE-STREET, Next Spence & Son's. WEEKLY SALES OF HORSES, CATTLE, &c., EVERY SATURDAY, At the Swan Yards, Thames-street, RICHARD LEIGH, Auctioneer.: [164, 1131, 308, 1197]
- ad-body: To be run in Canterbury, June 15th, and following days. SIXTY-FOUR PRIZES. 10000 CLIENTS AT £1. To be divided as follows :— Waterloo Cup— Winner £400; Runner-up 100; Waterloo Purse— Winner 100; Runner-up 50; Waterloo Plate— Winner 50; Runner-up 25; Divided equally between other nominations 200. N.B.—Care has been taken in this consultation to provide prizes for all drawers of nominations, which, if the Waterloo fills, will make sixty-four prizes. The drawing will take place under the supervision of the treasurer and a committee of responsible gentlemen from subscribers present. In the event of the whole of the shares not being disposed of, and the Waterloo Cup filling, prizes will be distributed pro rata. Only bank drafts, cash, post office orders, or marked cheques with 1s exchange added, will be recognised. C. P. ROBERTS, Treasurer. Address—J. D. Kott's, Royal Hotel. Or, Box No. 9, Post Office, Oamaru.: [780, 703, 936, 899]
- ad-heading: ST. PAUL'S PRESBYTERIAN CHURCH.: [25, 1161, 139, 1182]
- ad-heading: WANTED—PURCHASER for Freehold HOUSE and SECTION,: [951, 376, 1099, 396]
- advertisement: [944, 254, 1106, 323]
- ad-body: IN CANTERBURY, OTAGO, AND SOUTHLAND, To suit all classes of purchasers. Plans and all information can be had by applying to the NEW ZEALAND AND AUSTRALIAN LAND COMPANY, LIMITED, Bond-street, Dunedin.: [472, 347, 616, 404]
- ad-reference-number: 62: [608, 230, 616, 240]
- ad-reference-number: 150: [296, 171, 308, 181]
- ad-reference-number: 155: [1092, 637, 1104, 647]
- column-separator: [467, 36, 468, 1621]
- ad-heading: WATERLOO CUP CONSULTATION.: [787, 918, 929, 929]
- advertisement: [162, 1001, 310, 1116]
- ad-heading: CONGREGATIONAL CHURCH.: [19, 834, 145, 845]
- article-text: be willing to rough it for a few years ; but then he will find, in addition to his profits from farming operations, in a rich virgin soil, without the expense of clearing the forest, as in the old provinces of Canada, and without the expense of manure, that he had been getting wealthy while asleep ; that his lands were daily increasing in value, even in ordinary circumstances, from the surrounding improvements, the advancement of civilisation, and by the labor and progress of his immediate neighbors.: [10, 39, 154, 160]
- ad-reference-number: 141: [450, 788, 462, 798]
